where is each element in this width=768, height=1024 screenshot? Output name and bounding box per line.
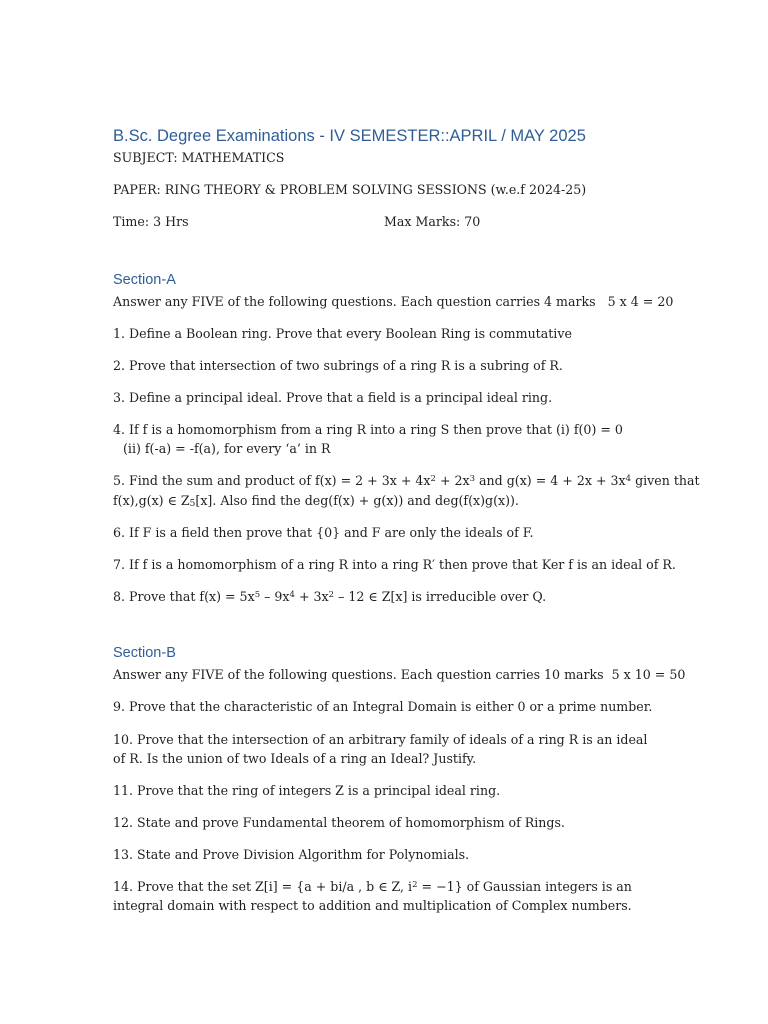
q5-exp-2: 2 xyxy=(430,474,436,484)
q8-exp-4: 4 xyxy=(289,590,295,600)
paper-line: PAPER: RING THEORY & PROBLEM SOLVING SESSIONS (w.e.f 2024-25) xyxy=(113,182,587,197)
q5-text-c: and g(x) = 4 + 2x + 3x xyxy=(475,473,626,488)
question-8 xyxy=(113,587,546,606)
question-7: 7. If f is a homomorphism of a ring R into a ring R′ then prove that Ker f is an ideal of R. xyxy=(113,557,676,572)
q8-text-a: 8. Prove that f(x) = 5x xyxy=(113,589,255,604)
exam-title: B.Sc. Degree Examinations - IV SEMESTER::APRIL / MAY 2025 xyxy=(113,127,586,145)
question-4-line-1: 4. If f is a homomorphism from a ring R into a ring S then prove that (i) f(0) = 0 xyxy=(113,422,623,437)
question-2: 2. Prove that intersection of two subrings of a ring R is a subring of R. xyxy=(113,358,563,373)
q5-text-f: [x]. Also find the deg(f(x) + g(x)) and deg(f(x)g(x)). xyxy=(195,493,519,508)
section-b-instruction-text: Answer any FIVE of the following questions. Each question carries 10 marks xyxy=(113,667,604,682)
q8-text-b: – 9x xyxy=(260,589,290,604)
question-5-line-2 xyxy=(113,491,519,514)
q14-text-a: 14. Prove that the set Z[i] = {a + bi/a , b ∈ Z, i xyxy=(113,879,413,894)
section-b-marks: 5 x 10 = 50 xyxy=(611,667,686,682)
question-3: 3. Define a principal ideal. Prove that a field is a principal ideal ring. xyxy=(113,390,553,405)
question-11: 11. Prove that the ring of integers Z is a principal ideal ring. xyxy=(113,783,501,798)
q8-text-c: + 3x xyxy=(294,589,329,604)
question-12: 12. State and prove Fundamental theorem of homomorphism of Rings. xyxy=(113,815,565,830)
q5-exp-4: 4 xyxy=(625,474,632,484)
question-6: 6. If F is a field then prove that {0} and F are only the ideals of F. xyxy=(113,525,534,540)
question-4-line-2: (ii) f(-a) = -f(a), for every ‘a’ in R xyxy=(123,441,331,456)
question-14 xyxy=(113,877,633,915)
question-10: 10. Prove that the intersection of an arbitrary family of ideals of a ring R is an ideal of R. Is the union of two Ideals of a ring an Ideal? Justify. xyxy=(113,732,648,766)
question-9: 9. Prove that the characteristic of an Integral Domain is either 0 or a prime number. xyxy=(113,699,653,714)
section-b-instruction xyxy=(113,665,685,684)
section-a-marks: 5 x 4 = 20 xyxy=(607,294,674,309)
subject-line: SUBJECT: MATHEMATICS xyxy=(113,150,285,165)
q14-exp-2: 2 xyxy=(412,880,418,890)
question-13: 13. State and Prove Division Algorithm for Polynomials. xyxy=(113,847,470,862)
q14-text-b: = −1} of Gaussian integers is an integral domain with respect to addition and multiplication of Complex numbers. xyxy=(113,879,632,913)
q5-text-b: + 2x xyxy=(435,473,470,488)
time-line: Time: 3 Hrs xyxy=(113,214,189,229)
q5-text-d: given that xyxy=(631,473,700,488)
section-a-instruction xyxy=(113,292,673,311)
section-a-instruction-text: Answer any FIVE of the following questions. Each question carries 4 marks xyxy=(113,294,596,309)
question-1: 1. Define a Boolean ring. Prove that every Boolean Ring is commutative xyxy=(113,326,572,341)
q8-exp-2: 2 xyxy=(328,590,335,600)
q5-exp-3: 3 xyxy=(469,474,476,484)
q5-text-a: 5. Find the sum and product of f(x) = 2 + 3x + 4x xyxy=(113,473,431,488)
section-b-title: Section-B xyxy=(113,645,176,661)
q8-exp-5: 5 xyxy=(254,590,261,600)
q8-text-d: – 12 ∈ Z[x] is irreducible over Q. xyxy=(334,589,547,604)
question-5-line-1 xyxy=(113,471,700,490)
max-marks-line: Max Marks: 70 xyxy=(384,214,481,229)
q5-text-e: f(x),g(x) ∈ Z xyxy=(113,493,190,508)
q5-sub-5: 5 xyxy=(189,499,196,509)
section-a-title: Section-A xyxy=(113,272,176,288)
